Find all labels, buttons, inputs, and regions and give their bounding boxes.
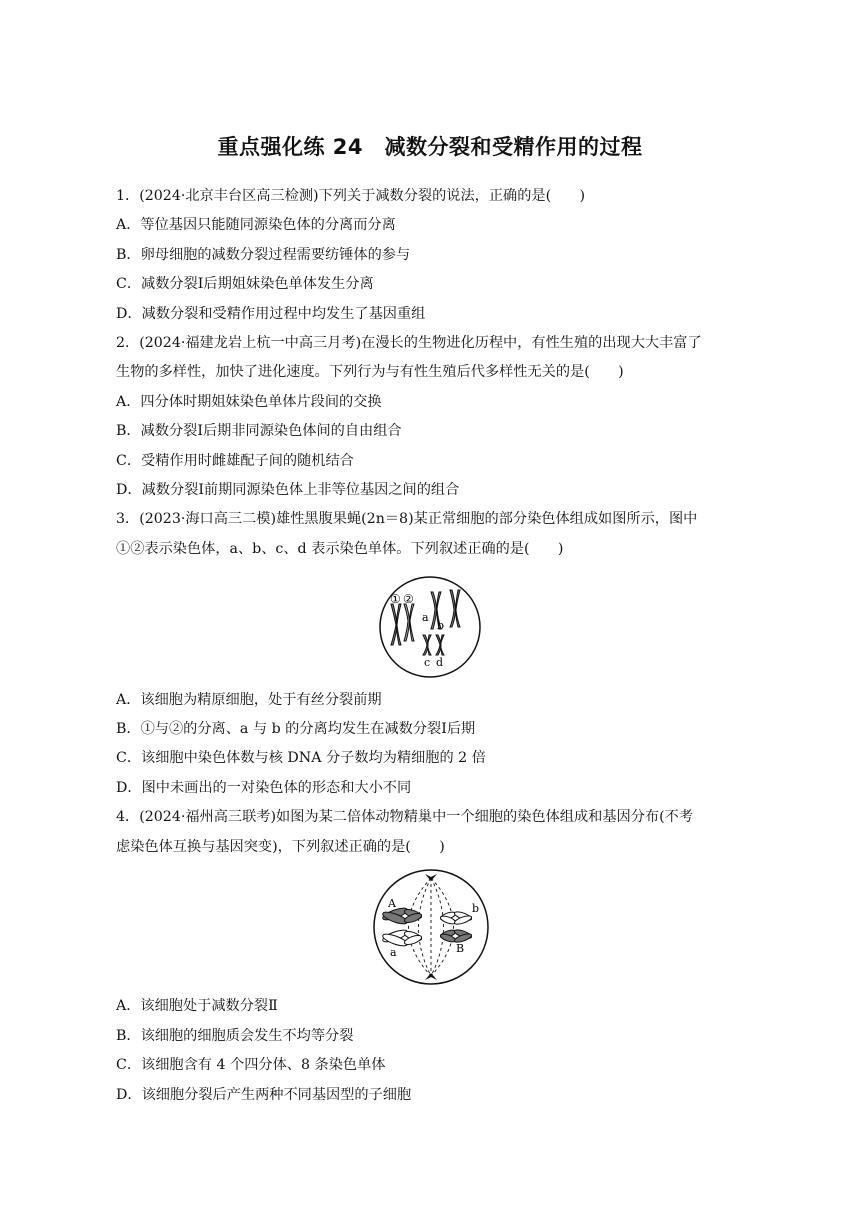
figure-label-b-upper: b [472,902,480,915]
question-4-cell-figure [368,866,494,988]
question-3-stem-line-2: ①②表示染色体，a、b、c、d 表示染色单体。下列叙述正确的是( ) [116,541,564,557]
question-2-option-d: D．减数分裂Ⅰ前期同源染色体上非等位基因之间的组合 [116,482,460,498]
figure-label-c: c [424,656,431,669]
question-1-option-d: D．减数分裂和受精作用过程中均发生了基因重组 [116,306,426,322]
question-1-stem: 1．(2024·北京丰台区高三检测)下列关于减数分裂的说法，正确的是( ) [116,188,586,204]
question-1-option-b: B．卵母细胞的减数分裂过程需要纺锤体的参与 [116,247,411,263]
question-3-stem-line-1: 3．(2023·海口高三二模)雄性黑腹果蝇(2n＝8)某正常细胞的部分染色体组成如图所示，图中 [116,511,698,527]
question-4-stem-line-1: 4．(2024·福州高三联考)如图为某二倍体动物精巢中一个细胞的染色体组成和基因分布(不考 [116,809,694,825]
question-2-option-a: A．四分体时期姐妹染色单体片段间的交换 [116,394,382,410]
question-2-option-b: B．减数分裂Ⅰ后期非同源染色体间的自由组合 [116,423,402,439]
question-1-option-c: C．减数分裂Ⅰ后期姐妹染色单体发生分离 [116,276,374,292]
figure-label-chromosome-2: ② [403,592,414,606]
figure-label-A: A [388,897,396,910]
question-1-option-a: A．等位基因只能随同源染色体的分离而分离 [116,217,396,233]
figure-label-d: d [436,656,444,669]
question-4-option-a: A．该细胞处于减数分裂Ⅱ [116,998,278,1014]
figure-label-b: b [437,619,445,632]
question-3-option-d: D．图中未画出的一对染色体的形态和大小不同 [116,780,412,796]
question-2-option-c: C．受精作用时雌雄配子间的随机结合 [116,453,354,469]
question-4-option-c: C．该细胞含有 4 个四分体、8 条染色单体 [116,1057,386,1073]
figure-label-a: a [422,611,429,624]
question-4-stem-line-2: 虑染色体互换与基因突变)，下列叙述正确的是( ) [116,839,445,855]
figure-label-a-lower: a [390,946,397,959]
question-3-option-b: B．①与②的分离、a 与 b 的分离均发生在减数分裂Ⅰ后期 [116,721,476,737]
page-title: 重点强化练 24 减数分裂和受精作用的过程 [217,135,643,159]
question-3-cell-figure [375,573,485,681]
figure-label-B: B [456,942,465,955]
figure-label-chromosome-1: ① [390,592,401,606]
question-4-option-b: B．该细胞的细胞质会发生不均等分裂 [116,1028,354,1044]
question-3-option-c: C．该细胞中染色体数与核 DNA 分子数均为精细胞的 2 倍 [116,750,486,766]
question-2-stem-line-2: 生物的多样性，加快了进化速度。下列行为与有性生殖后代多样性无关的是( ) [116,364,624,380]
question-3-option-a: A．该细胞为精原细胞，处于有丝分裂前期 [116,692,382,708]
question-4-option-d: D．该细胞分裂后产生两种不同基因型的子细胞 [116,1087,412,1103]
question-2-stem-line-1: 2．(2024·福建龙岩上杭一中高三月考)在漫长的生物进化历程中，有性生殖的出现大大丰富了 [116,335,702,351]
